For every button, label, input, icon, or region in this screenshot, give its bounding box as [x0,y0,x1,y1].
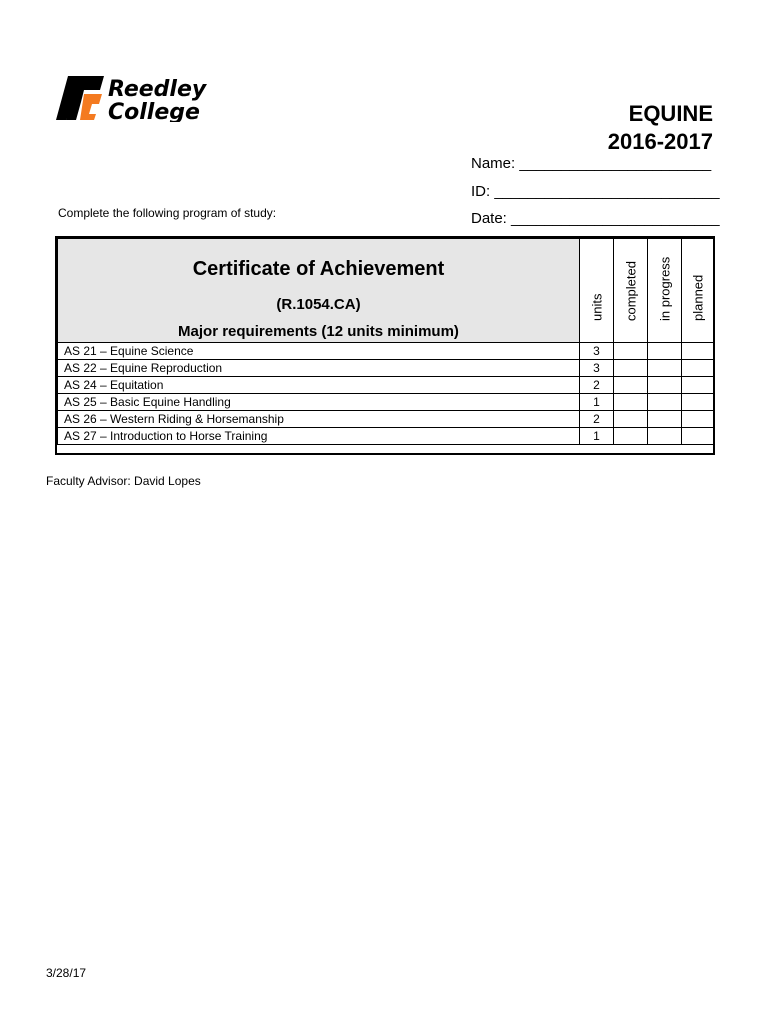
completed-cell[interactable] [614,343,648,360]
completed-cell[interactable] [614,377,648,394]
certificate-title: Certificate of Achievement [192,258,445,280]
logo-line1: Reedley [108,77,207,102]
course-units: 1 [580,428,614,445]
requirements-text: Major requirements (12 units minimum) [178,323,459,340]
id-field[interactable]: ID: ___________________________ [471,183,720,200]
course-units: 3 [580,360,614,377]
logo-line2: College [108,100,200,122]
table-row [58,394,714,411]
footer-date: 3/28/17 [46,966,87,980]
col-planned [682,239,714,343]
program-table [55,236,715,455]
col-in-progress [648,239,682,343]
in-progress-cell[interactable] [648,343,682,360]
program-title: EQUINE [628,101,713,126]
col-in-progress-label: in progress [657,256,672,321]
completed-cell[interactable] [614,411,648,428]
planned-cell[interactable] [682,394,714,411]
table-header-row [58,239,714,343]
course-name: AS 26 – Western Riding & Horsemanship [58,411,580,428]
in-progress-cell[interactable] [648,377,682,394]
course-name: AS 24 – Equitation [58,377,580,394]
table-row [58,411,714,428]
table-row [58,428,714,445]
course-name: AS 22 – Equine Reproduction [58,360,580,377]
table-row [58,360,714,377]
in-progress-cell[interactable] [648,428,682,445]
in-progress-cell[interactable] [648,360,682,377]
certificate-header [58,239,580,343]
completed-cell[interactable] [614,360,648,377]
course-units: 3 [580,343,614,360]
course-units: 1 [580,394,614,411]
planned-cell[interactable] [682,343,714,360]
in-progress-cell[interactable] [648,411,682,428]
planned-cell[interactable] [682,360,714,377]
col-completed-label: completed [623,261,638,321]
college-logo [54,72,260,122]
name-field[interactable]: Name: _______________________ [471,155,712,172]
course-name: AS 27 – Introduction to Horse Training [58,428,580,445]
planned-cell[interactable] [682,377,714,394]
certificate-code: (R.1054.CA) [276,296,361,313]
planned-cell[interactable] [682,428,714,445]
table-row [58,343,714,360]
planned-cell[interactable] [682,411,714,428]
col-planned-label: planned [690,274,705,321]
col-units [580,239,614,343]
program-year: 2016-2017 [607,129,713,154]
col-units-label: units [589,293,604,321]
completed-cell[interactable] [614,428,648,445]
instruction-text: Complete the following program of study: [58,206,277,220]
faculty-advisor: Faculty Advisor: David Lopes [46,474,201,488]
table-row [58,377,714,394]
course-name: AS 25 – Basic Equine Handling [58,394,580,411]
col-completed [614,239,648,343]
date-field[interactable]: Date: _________________________ [471,210,720,227]
course-units: 2 [580,411,614,428]
in-progress-cell[interactable] [648,394,682,411]
course-units: 2 [580,377,614,394]
completed-cell[interactable] [614,394,648,411]
course-name: AS 21 – Equine Science [58,343,580,360]
